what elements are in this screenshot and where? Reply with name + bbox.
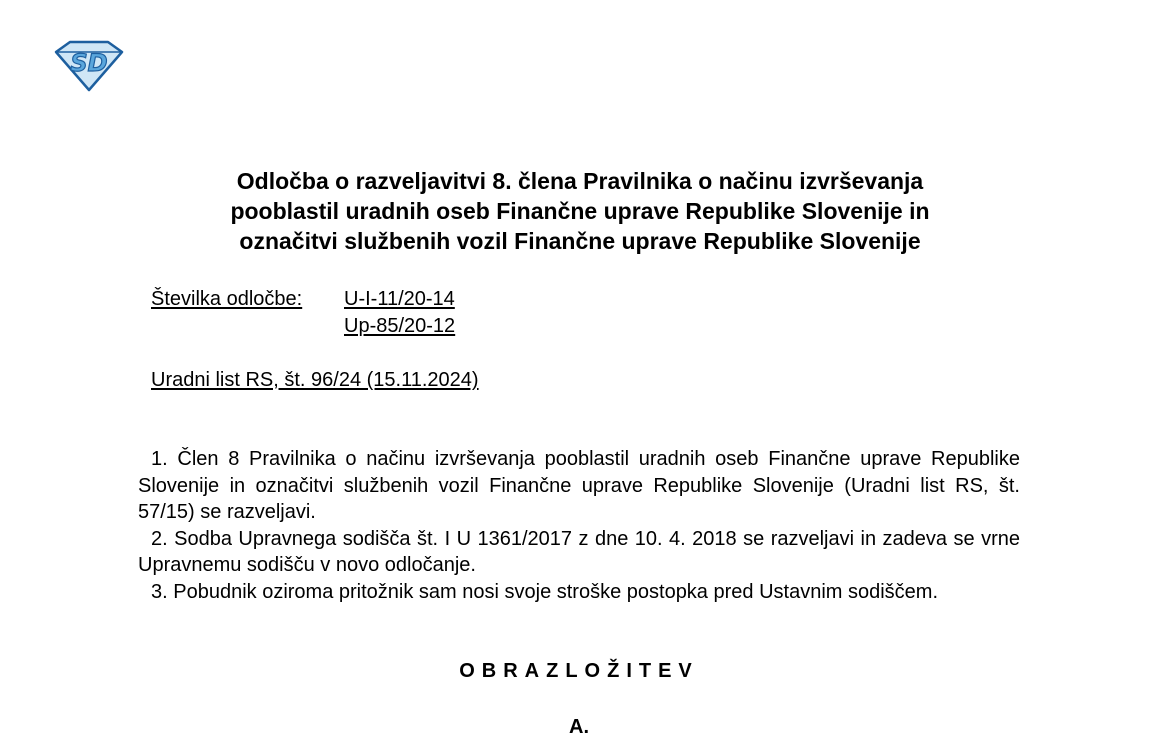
decision-points	[138, 446, 1020, 605]
title-line-3: označitvi službenih vozil Finančne uprave Republike Slovenije	[239, 228, 921, 254]
decision-point-3: 3. Pobudnik oziroma pritožnik sam nosi svoje stroške postopka pred Ustavnim sodiščem.	[151, 580, 939, 603]
decision-point-2: 2. Sodba Upravnega sodišča št. I U 1361/2017 z dne 10. 4. 2018 se razveljavi in zadeva se vrne Upravnemu sodišču v novo odločanje.	[138, 527, 1020, 576]
decision-number-row-2	[151, 313, 455, 340]
svg-text:SD: SD	[70, 49, 108, 77]
decision-point-1: 1. Člen 8 Pravilnika o načinu izvrševanja pooblastil uradnih oseb Finančne uprave Republike Slovenije in označitvi službenih vozil Finančne uprave Republike Slovenije (Uradni list RS, št. 57/15) se razveljavi.	[138, 448, 1020, 523]
decision-number-row	[151, 286, 455, 313]
title-line-2: pooblastil uradnih oseb Finančne uprave Republike Slovenije in	[230, 198, 930, 224]
decision-number-label: Številka odločbe:	[151, 288, 303, 310]
title-line-1: Odločba o razveljavitvi 8. člena Pravilnika o načinu izvrševanja	[236, 168, 924, 194]
document-title	[140, 166, 1020, 256]
gazette-reference: Uradni list RS, št. 96/24 (15.11.2024)	[151, 369, 479, 391]
section-label: A.	[569, 716, 589, 738]
decision-number-2: Up-85/20-12	[344, 315, 456, 337]
sd-logo-icon	[52, 38, 126, 94]
reasoning-heading: OBRAZLOŽITEV	[459, 660, 699, 682]
decision-number-1: U-I-11/20-14	[344, 288, 455, 310]
